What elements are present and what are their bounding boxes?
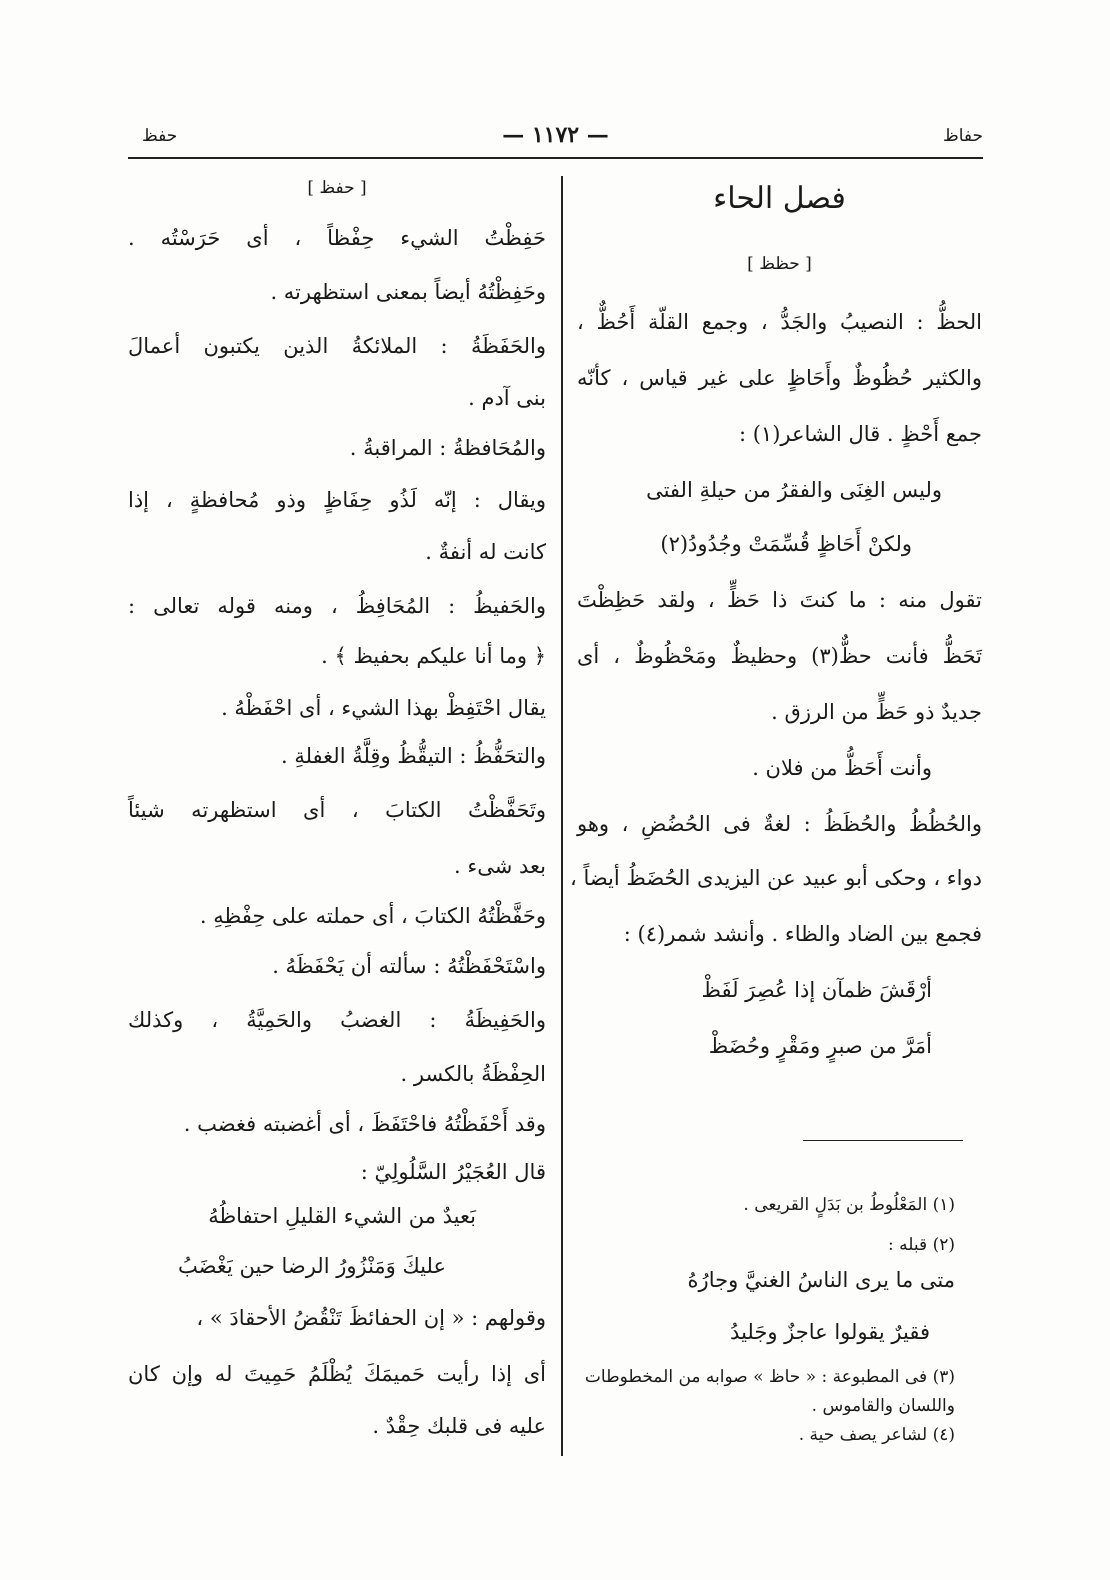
text-line: قال العُجَيْرُ السَّلُولِيّ :: [360, 1160, 546, 1184]
header-right-word: حفاظ: [942, 126, 983, 146]
verse-line: أرْقَشَ ظمآن إذا عُصِرَ لَفَظْ: [701, 978, 932, 1002]
verse-line: وليس الغِنَى والفقرُ من حيلةِ الفتى: [646, 478, 942, 502]
section-title: فصل الحاء: [713, 181, 846, 216]
text-line: تَحَظُّ فأنت حظٌّ(٣) وحظيظٌ ومَحْظُوظٌ ، أى: [577, 644, 982, 668]
text-line: جمع أَحْظٍ . قال الشاعر(١) :: [738, 422, 982, 446]
text-line: وأنت أَحَظُّ من فلان .: [752, 756, 932, 780]
entry-head: [ حظظ ]: [747, 254, 812, 274]
text-line: وحَفِظْتُهُ أيضاً بمعنى استظهرته .: [270, 280, 546, 304]
verse-line: أمَرَّ من صبرٍ ومَقْرٍ وحُضَظْ: [708, 1034, 932, 1058]
verse-line: بَعيدٌ من الشيء القليلِ احتفاظُهُ: [208, 1204, 476, 1228]
text-line: والحُظُظُ والحُظَظُ : لغةٌ فى الحُضُضِ ، وهو: [577, 812, 982, 836]
text-line: والكثير حُظُوظٌ وأَحَاظٍ على غير قياس ، كأنّه: [577, 366, 982, 390]
verse-line: عليكَ وَمَنْزُورُ الرضا حين يَغْضَبُ: [178, 1254, 446, 1278]
entry-head: [ حفظ ]: [307, 178, 367, 198]
column-divider: [561, 176, 563, 1456]
footnote-rule: [803, 1140, 963, 1141]
text-line: دواء ، وحكى أبو عبيد عن اليزيدى الحُضَظُ أيضاً ،: [569, 866, 982, 890]
text-line: الحظُّ : النصيبُ والجَدُّ ، وجمع القلّة أَحُظٌّ ،: [577, 310, 982, 334]
page-number: — ١١٧٢ —: [502, 122, 609, 148]
footnote: واللسان والقاموس .: [811, 1396, 955, 1416]
footnote-verse: متى ما يرى الناسُ الغنيَّ وجارُهُ: [687, 1268, 955, 1292]
text-line: واسْتَحْفَظْتُهُ : سألته أن يَحْفَظَهُ .: [272, 954, 546, 978]
footnote: (١) المَعْلُوطُ بن بَدَلٍ القريعى .: [743, 1195, 955, 1215]
text-line: حَفِظْتُ الشيء حِفْظاً ، أى حَرَسْتُه .: [128, 226, 546, 250]
text-line: أى إذا رأيت حَميمَكَ يُظْلَمُ حَمِيتَ له وإن كان: [128, 1362, 546, 1386]
text-line: بنى آدم .: [468, 386, 546, 410]
quran-quote: ﴿ وما أنا عليكم بحفيظ ﴾ .: [321, 644, 546, 668]
text-line: والحَفِيظَةُ : الغضبُ والحَمِيَّةُ ، وكذلك: [128, 1008, 546, 1032]
text-line: الحِفْظَةُ بالكسر .: [400, 1062, 546, 1086]
text-line: والحَفَظَةُ : الملائكةُ الذين يكتبون أعمالَ: [128, 334, 546, 358]
text-line: عليه فى قلبك حِقْدٌ .: [372, 1414, 546, 1438]
text-line: والحَفيظُ : المُحَافِظُ ، ومنه قوله تعالى :: [128, 594, 546, 618]
text-line: وقد أَحْفَظْتُهُ فاحْتَفَظَ ، أى أغضبته فغضب .: [183, 1112, 546, 1136]
footnote: (٣) فى المطبوعة : « حاظ » صوابه من المخطوطات: [584, 1367, 955, 1387]
text-line: ويقال : إنّه لَذُو حِفَاظٍ وذو مُحافظةٍ ، إذا: [128, 488, 546, 512]
text-line: وتَحَفَّظْتُ الكتابَ ، أى استظهرته شيئاً: [128, 798, 546, 822]
text-line: فجمع بين الضاد والظاء . وأنشد شمر(٤) :: [623, 922, 982, 946]
text-line: والمُحَافظةُ : المراقبةُ .: [349, 436, 546, 460]
text-line: كانت له أنفةٌ .: [425, 540, 546, 564]
text-line: جديدٌ ذو حَظٍّ من الرزق .: [771, 700, 982, 724]
text-line: وحَفَّظْتُهُ الكتابَ ، أى حملته على حِفْظِهِ .: [199, 904, 546, 928]
footnote: (٢) قبله :: [888, 1235, 955, 1255]
header-left-word: حفظ: [142, 126, 178, 146]
text-line: بعد شىء .: [454, 854, 546, 878]
running-header: [128, 118, 983, 158]
text-line: تقول منه : ما كنتَ ذا حَظٍّ ، ولقد حَظِظْتَ: [577, 588, 982, 612]
text-line: يقال احْتَفِظْ بهذا الشيء ، أى احْفَظْهُ .: [221, 696, 546, 720]
verse-line: ولكنْ أَحَاظٍ قُسِّمَتْ وجُدُودُ(٢): [660, 532, 912, 556]
footnote: (٤) لشاعر يصف حية .: [798, 1425, 955, 1445]
footnote-verse: فقيرٌ يقولوا عاجزٌ وجَليدُ: [730, 1320, 930, 1344]
header-rule: [128, 157, 983, 159]
text-line: وقولهم : « إن الحفائظَ تَنْقُضُ الأحقادَ » ،: [196, 1306, 546, 1330]
text-line: والتحَفُّظُ : التيقُّظُ وقِلَّةُ الغفلةِ .: [280, 744, 546, 768]
